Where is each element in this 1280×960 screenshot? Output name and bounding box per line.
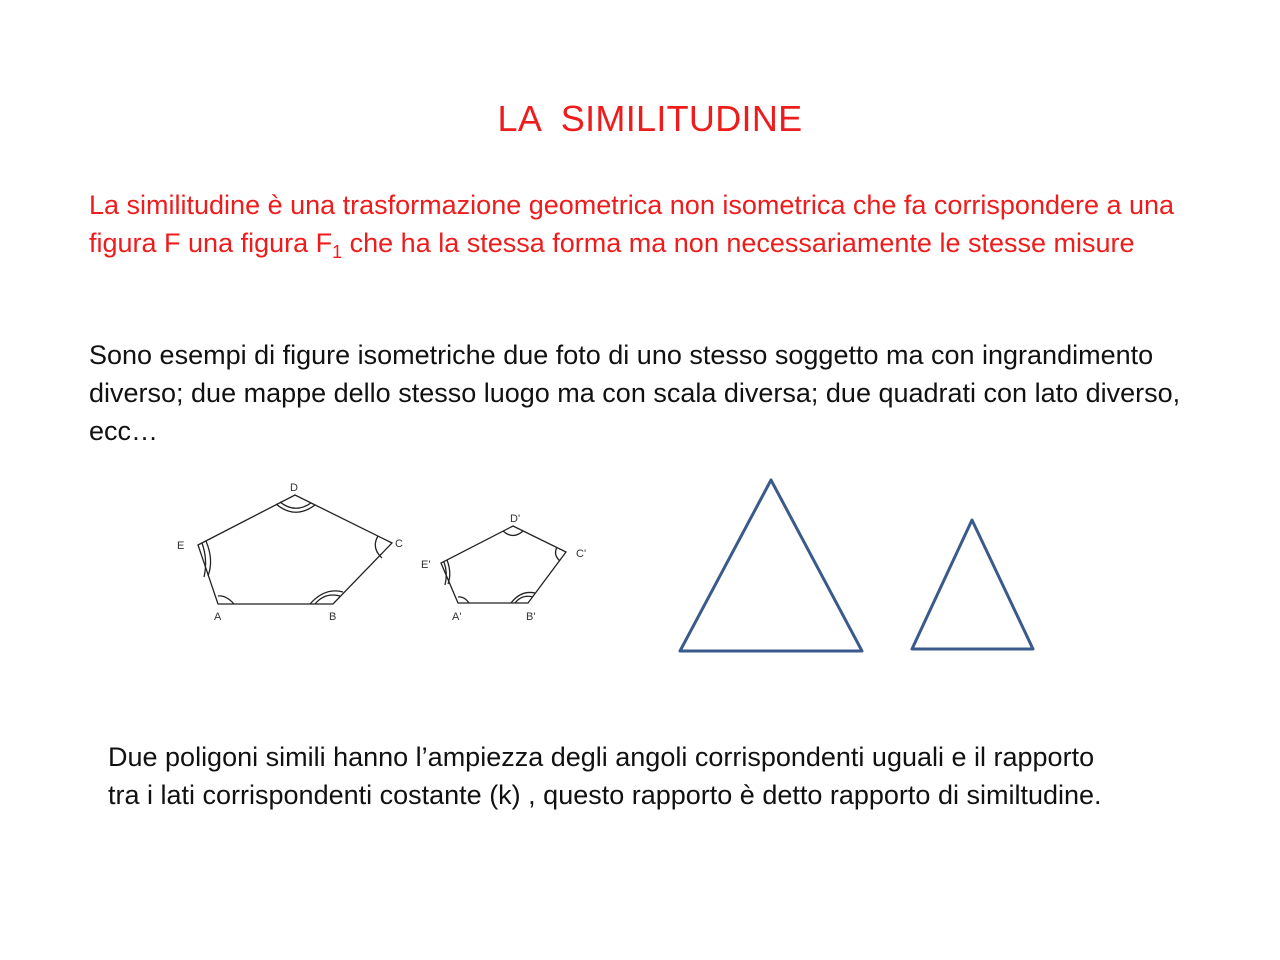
label-c-prime: C' [576,548,587,560]
angle-arc-b-inner [310,591,343,604]
label-c: C [395,538,403,550]
pentagon-small [441,526,566,603]
angle-arc-a [218,596,234,604]
angle-arc-d [280,502,311,508]
label-e: E [177,540,185,552]
label-a: A [214,611,222,623]
label-b-prime: B' [526,611,536,623]
pentagon-large-outline [198,495,392,604]
label-a-prime: A' [452,611,462,623]
angle-arc-d1 [503,531,523,536]
definition-part1: La similitudine è una trasformazione geometrica non isometrica che fa corrispondere a una figura F una figura F [89,190,1175,258]
angle-arc-e1 [447,560,450,584]
definition-part2: che ha la stessa forma ma non necessariamente le stesse misure [342,228,1135,258]
examples-text: Sono esempi di figure isometriche due foto di uno stesso soggetto ma con ingrandimento diverso; due mappe dello stesso luogo ma con scala diversa; due quadrati con lato diverso, ecc… [89,340,1181,446]
pentagon-large [198,495,392,604]
label-e-prime: E' [421,559,431,571]
label-d: D [290,482,298,494]
slide-title: LA SIMILITUDINE [497,98,803,139]
pentagon-small-outline [441,526,566,603]
label-d-prime: D' [510,513,521,525]
angle-arc-a1 [458,597,469,603]
definition-subscript: 1 [332,242,343,262]
similarity-note-text: Due poligoni simili hanno l’ampiezza degli angoli corrispondenti uguali e il rapporto tra i lati corrispondenti costante (k) , questo rapporto è detto rapporto di similtudine. [108,742,1102,810]
triangle-small [912,520,1033,649]
triangle-large [680,480,862,651]
label-b: B [329,611,337,623]
